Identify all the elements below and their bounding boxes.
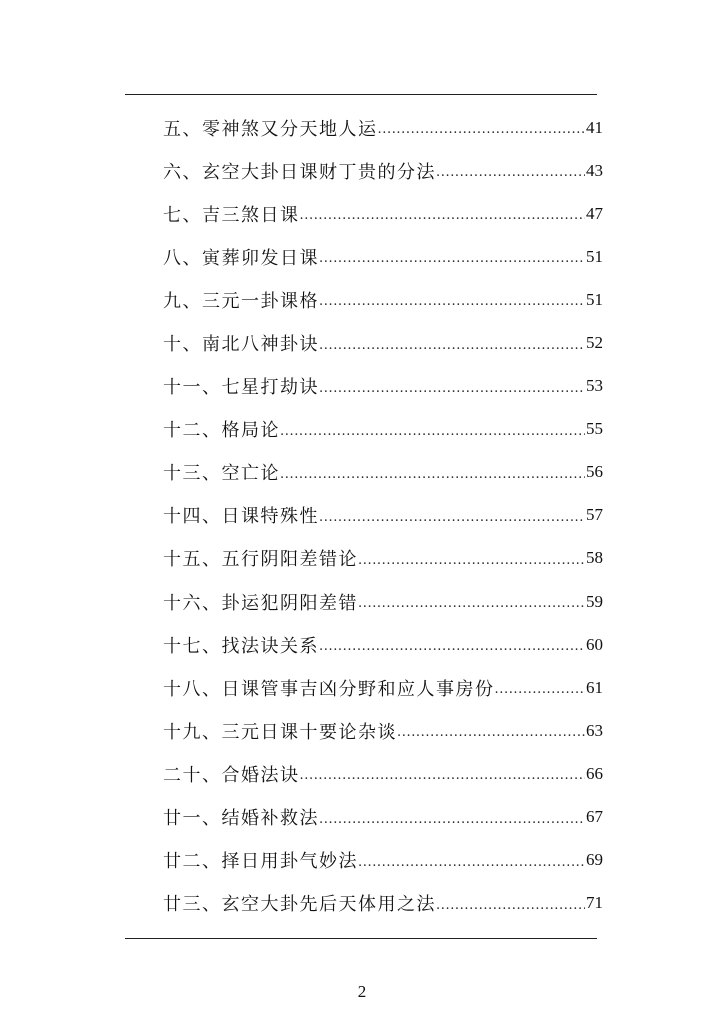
toc-entry[interactable] (163, 321, 603, 364)
toc-leader-dots (397, 725, 585, 740)
toc-entry[interactable] (163, 408, 603, 451)
toc-entry-page: 61 (586, 677, 603, 697)
toc-entry[interactable] (163, 796, 603, 839)
toc-entry-page: 69 (586, 850, 603, 870)
toc-entry-title: 十三、空亡论 (163, 463, 280, 485)
toc-leader-dots (358, 596, 585, 611)
table-of-contents (163, 106, 603, 925)
toc-entry-title: 十四、日课特殊性 (163, 506, 319, 528)
toc-entry-page: 58 (586, 548, 603, 568)
toc-entry-page: 60 (586, 634, 603, 654)
toc-entry[interactable] (163, 106, 603, 149)
toc-entry-title: 十七、找法诀关系 (163, 635, 319, 657)
toc-entry[interactable] (163, 666, 603, 709)
toc-leader-dots (495, 682, 586, 697)
toc-entry-title: 十、南北八神卦诀 (163, 334, 319, 356)
toc-entry-title: 十六、卦运犯阴阳差错 (163, 592, 358, 614)
toc-entry-title: 二十、合婚法诀 (163, 764, 300, 786)
toc-entry[interactable] (163, 278, 603, 321)
bottom-rule (125, 938, 597, 939)
page-number: 2 (357, 982, 367, 1001)
toc-entry-title: 十八、日课管事吉凶分野和应人事房份 (163, 678, 495, 700)
toc-entry[interactable] (163, 149, 603, 192)
toc-leader-dots (436, 165, 585, 180)
toc-leader-dots (319, 294, 585, 309)
toc-entry[interactable] (163, 882, 603, 925)
toc-entry[interactable] (163, 709, 603, 752)
toc-entry-page: 51 (586, 246, 603, 266)
toc-leader-dots (319, 381, 585, 396)
toc-entry-page: 63 (586, 720, 603, 740)
toc-leader-dots (319, 338, 585, 353)
toc-entry-title: 廿三、玄空大卦先后天体用之法 (163, 894, 436, 916)
toc-entry[interactable] (163, 580, 603, 623)
toc-entry-page: 47 (586, 203, 603, 223)
toc-leader-dots (358, 855, 585, 870)
toc-entry-title: 八、寅葬卯发日课 (163, 247, 319, 269)
toc-entry-title: 九、三元一卦课格 (163, 290, 319, 312)
toc-entry-title: 十一、七星打劫诀 (163, 377, 319, 399)
toc-entry[interactable] (163, 623, 603, 666)
toc-leader-dots (358, 553, 585, 568)
toc-entry-page: 52 (586, 333, 603, 353)
toc-entry-title: 七、吉三煞日课 (163, 204, 300, 226)
toc-leader-dots (300, 208, 586, 223)
toc-entry[interactable] (163, 451, 603, 494)
toc-entry[interactable] (163, 365, 603, 408)
toc-leader-dots (436, 898, 585, 913)
toc-entry-page: 66 (586, 763, 603, 783)
toc-entry-page: 56 (586, 462, 603, 482)
toc-entry[interactable] (163, 752, 603, 795)
toc-leader-dots (280, 467, 585, 482)
toc-entry-title: 五、零神煞又分天地人运 (163, 118, 378, 140)
toc-entry-page: 43 (586, 160, 603, 180)
toc-entry-title: 十九、三元日课十要论杂谈 (163, 721, 397, 743)
toc-entry-page: 67 (586, 807, 603, 827)
toc-entry[interactable] (163, 494, 603, 537)
toc-leader-dots (319, 812, 585, 827)
toc-entry-title: 十五、五行阴阳差错论 (163, 549, 358, 571)
toc-leader-dots (319, 510, 585, 525)
toc-entry-title: 廿一、结婚补救法 (163, 808, 319, 830)
toc-entry-title: 廿二、择日用卦气妙法 (163, 851, 358, 873)
toc-entry-page: 55 (586, 419, 603, 439)
toc-leader-dots (280, 424, 585, 439)
toc-entry[interactable] (163, 839, 603, 882)
toc-entry-page: 57 (586, 505, 603, 525)
toc-entry-page: 51 (586, 289, 603, 309)
toc-entry[interactable] (163, 537, 603, 580)
top-rule (125, 94, 597, 95)
toc-entry-title: 十二、格局论 (163, 420, 280, 442)
toc-entry-title: 六、玄空大卦日课财丁贵的分法 (163, 161, 436, 183)
toc-leader-dots (378, 122, 586, 137)
toc-entry-page: 41 (586, 117, 603, 137)
toc-leader-dots (300, 768, 586, 783)
toc-entry[interactable] (163, 192, 603, 235)
toc-entry[interactable] (163, 235, 603, 278)
toc-entry-page: 71 (586, 893, 603, 913)
toc-entry-page: 53 (586, 376, 603, 396)
toc-leader-dots (319, 251, 585, 266)
toc-leader-dots (319, 639, 585, 654)
toc-entry-page: 59 (586, 591, 603, 611)
